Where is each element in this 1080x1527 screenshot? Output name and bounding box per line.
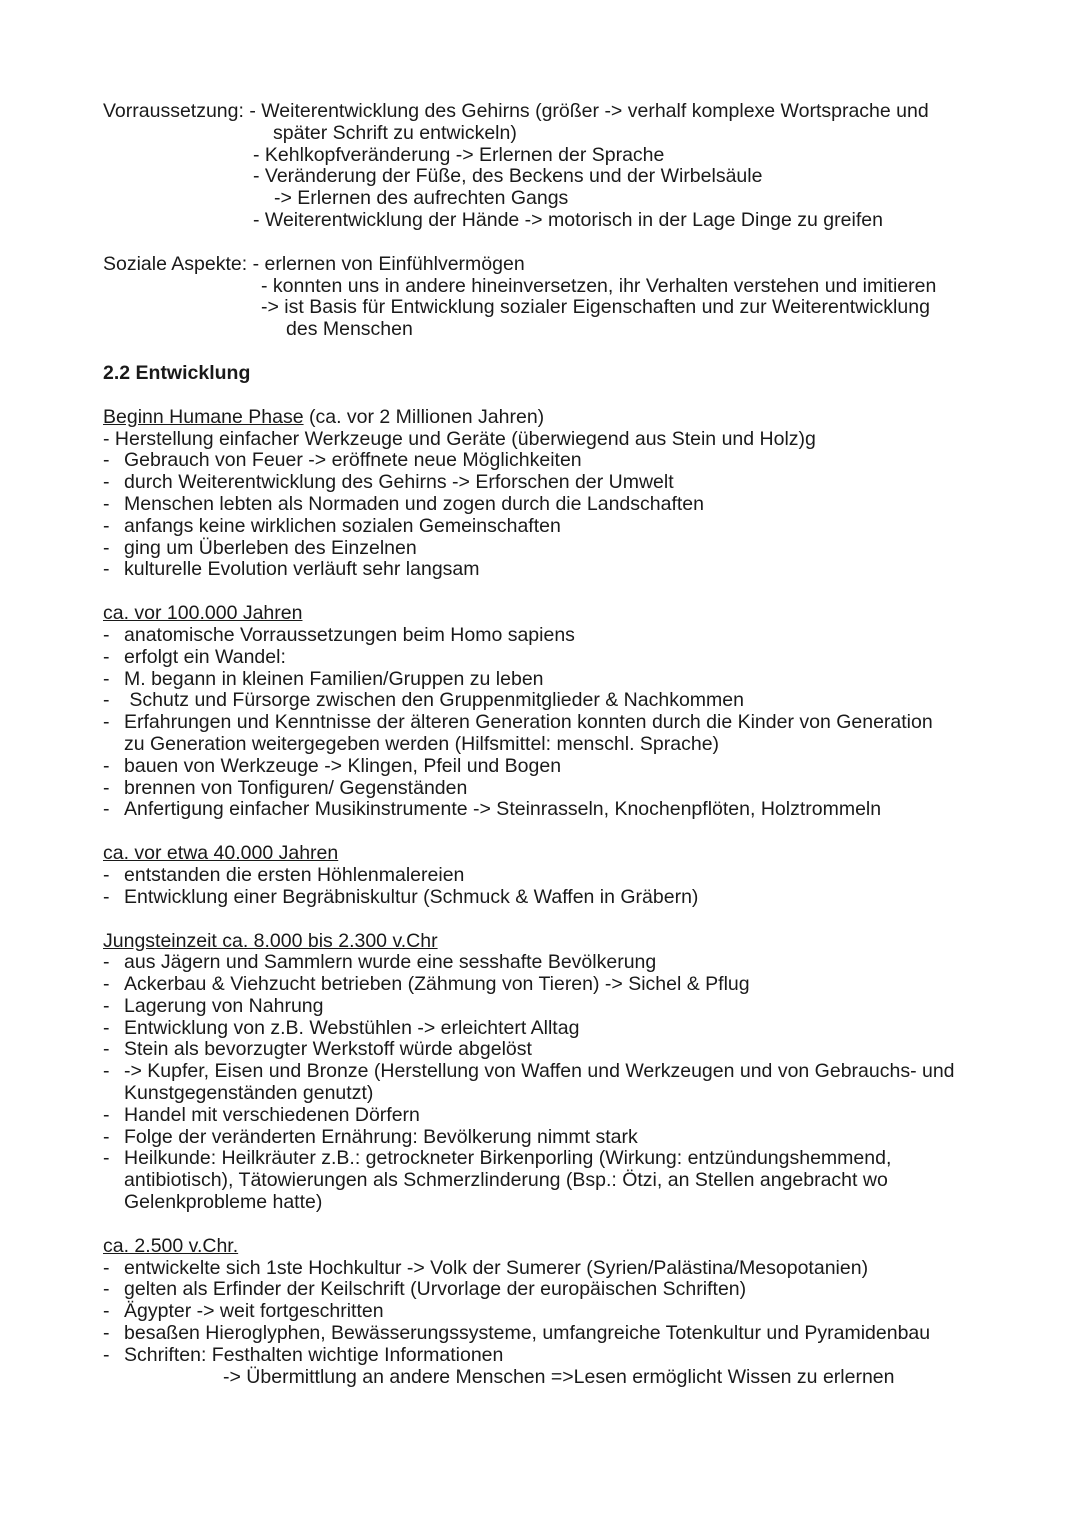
list-item: - Erfahrungen und Kenntnisse der älteren Generation konnten durch die Kinder von Generation [103, 711, 933, 734]
list-item: - Anfertigung einfacher Musikinstrumente -> Steinrasseln, Knochenpflöten, Holztrommeln [103, 798, 882, 821]
social-line-2: - konnten uns in andere hineinversetzen, ihr Verhalten verstehen und imitieren [261, 274, 937, 297]
list-item: - gelten als Erfinder der Keilschrift (Urvorlage der europäischen Schriften) [103, 1278, 747, 1301]
social-line-1: Soziale Aspekte: - erlernen von Einfühlvermögen [103, 252, 525, 275]
prerequisites-label: Vorraussetzung: - [103, 100, 262, 122]
list-item: - Ackerbau & Viehzucht betrieben (Zähmung von Tieren) -> Sichel & Pflug [103, 973, 750, 996]
list-item: - Herstellung einfacher Werkzeuge und Geräte (überwiegend aus Stein und Holz)g [103, 427, 816, 450]
list-item: - Gebrauch von Feuer -> eröffnete neue Möglichkeiten [103, 449, 582, 472]
list-item: - kulturelle Evolution verläuft sehr langsam [103, 558, 480, 581]
section-title-40000: ca. vor etwa 40.000 Jahren [103, 842, 339, 865]
list-item: - Stein als bevorzugter Werkstoff würde abgelöst [103, 1038, 532, 1061]
prerequisites-line-4: - Veränderung der Füße, des Beckens und der Wirbelsäule [253, 165, 763, 188]
list-item: - entwickelte sich 1ste Hochkultur -> Volk der Sumerer (Syrien/Palästina/Mesopotanien) [103, 1256, 869, 1279]
list-item: - Entwicklung von z.B. Webstühlen -> erleichtert Alltag [103, 1016, 580, 1039]
list-item: - M. begann in kleinen Familien/Gruppen zu leben [103, 667, 544, 690]
list-item-continuation: -> Übermittlung an andere Menschen =>Lesen ermöglicht Wissen zu erlernen [223, 1365, 895, 1388]
section-title-neolithic: Jungsteinzeit ca. 8.000 bis 2.300 v.Chr [103, 929, 438, 952]
list-item: - Lagerung von Nahrung [103, 994, 324, 1017]
list-item: - brennen von Tonfiguren/ Gegenständen [103, 776, 468, 799]
prerequisites-line-2: später Schrift zu entwickeln) [273, 121, 517, 144]
prerequisites-line-5: -> Erlernen des aufrechten Gangs [274, 187, 569, 210]
list-item-continuation: antibiotisch), Tätowierungen als Schmerzlinderung (Bsp.: Ötzi, an Stellen angebracht wo [124, 1169, 888, 1192]
list-item: - -> Kupfer, Eisen und Bronze (Herstellung von Waffen und Werkzeugen und von Gebrauchs- und [103, 1060, 955, 1083]
prerequisites-line-3: - Kehlkopfveränderung -> Erlernen der Sprache [253, 143, 665, 166]
social-label: Soziale Aspekte: [103, 252, 253, 275]
section-heading: 2.2 Entwicklung [103, 361, 251, 384]
list-item: - besaßen Hieroglyphen, Bewässerungssysteme, umfangreiche Totenkultur und Pyramidenbau [103, 1322, 931, 1345]
prerequisites-line-1: Vorraussetzung: - Weiterentwicklung des Gehirns (größer -> verhalf komplexe Wortsprache und [103, 100, 929, 122]
list-item: - Folge der veränderten Ernährung: Bevölkerung nimmt stark [103, 1125, 638, 1148]
social-line-3: -> ist Basis für Entwicklung sozialer Eigenschaften und zur Weiterentwicklung [261, 296, 930, 319]
section-title-100000: ca. vor 100.000 Jahren [103, 602, 303, 625]
list-item: - Schriften: Festhalten wichtige Informationen [103, 1343, 504, 1366]
list-item: - Handel mit verschiedenen Dörfern [103, 1103, 420, 1126]
social-line-4: des Menschen [286, 318, 413, 341]
list-item-continuation: Kunstgegenständen genutzt) [124, 1082, 374, 1105]
prerequisites-line-6: - Weiterentwicklung der Hände -> motorisch in der Lage Dinge zu greifen [253, 208, 883, 231]
list-item: - durch Weiterentwicklung des Gehirns -> Erforschen der Umwelt [103, 471, 674, 494]
list-item: - Schutz und Fürsorge zwischen den Gruppenmitglieder & Nachkommen [103, 689, 744, 712]
list-item: - Ägypter -> weit fortgeschritten [103, 1300, 384, 1323]
list-item: - bauen von Werkzeuge -> Klingen, Pfeil und Bogen [103, 754, 562, 777]
section-title-human-phase: Beginn Humane Phase (ca. vor 2 Millionen Jahren) [103, 405, 545, 428]
list-item: - Heilkunde: Heilkräuter z.B.: getrockneter Birkenporling (Wirkung: entzündungshemmend, [103, 1147, 892, 1170]
list-item: - erfolgt ein Wandel: [103, 645, 286, 668]
list-item: - anatomische Vorraussetzungen beim Homo sapiens [103, 623, 575, 646]
list-item: - Entwicklung einer Begräbniskultur (Schmuck & Waffen in Gräbern) [103, 885, 699, 908]
list-item: - Menschen lebten als Normaden und zogen durch die Landschaften [103, 492, 704, 515]
list-item: - anfangs keine wirklichen sozialen Gemeinschaften [103, 514, 561, 537]
list-item: - aus Jägern und Sammlern wurde eine sesshafte Bevölkerung [103, 951, 657, 974]
list-item: - entstanden die ersten Höhlenmalereien [103, 863, 465, 886]
list-item-continuation: Gelenkprobleme hatte) [124, 1191, 323, 1214]
section-title-2500bc: ca. 2.500 v.Chr. [103, 1234, 239, 1257]
list-item: - ging um Überleben des Einzelnen [103, 536, 417, 559]
list-item-continuation: zu Generation weitergegeben werden (Hilfsmittel: menschl. Sprache) [124, 732, 720, 755]
